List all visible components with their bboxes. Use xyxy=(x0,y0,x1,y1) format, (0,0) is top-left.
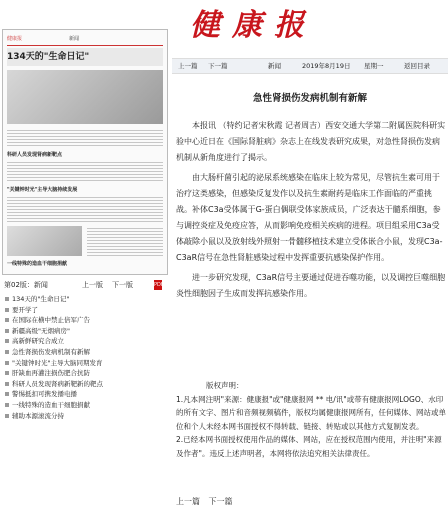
left-panel xyxy=(0,0,170,509)
site-logo: 健康报 xyxy=(190,8,316,43)
page-nav xyxy=(2,278,168,292)
article-body xyxy=(176,118,446,302)
article-paragraph: 本报讯 （特约记者宋秋霞 记者周吉）西安交通大学第二附属医院科研实验中心近日在《国际肾脏病》杂志上在线发表研究成果，对急性肾损伤发病机制从新角度进行了揭示。 xyxy=(176,121,446,162)
article-panel xyxy=(172,0,448,509)
copyright-notice xyxy=(176,379,446,460)
bottom-nav xyxy=(176,496,233,507)
list-item[interactable]: 134天的"生命日记" xyxy=(2,294,168,305)
list-item[interactable]: 要开学了 xyxy=(2,305,168,316)
prev-article-link[interactable]: 上一篇 xyxy=(178,62,198,70)
article-list xyxy=(2,294,168,421)
thumbnail-text xyxy=(7,195,163,223)
article-paragraph: 由大肠杆菌引起的泌尿系统感染在临床上较为常见，尽管抗生素可用于治疗这类感染，但感染反复发作以及抗生素耐药是临床工作面临的严重挑战。补体C3a受体属于G-蛋白偶联受体家族成员，广泛表达于髓系细胞，参与调控炎症及免疫应答，从而影响免疫相关疾病的进程。项目组采用C3a受体敲除小鼠以及放射线外照射一骨髓移植技术建立受体嵌合小鼠，发现C3a-C3aR信号在急性肾脏感染过程中发挥重要抗感染保护作用。 xyxy=(176,173,443,262)
list-item[interactable]: 警惕抵扣可携发播电播 xyxy=(2,389,168,400)
thumbnail-subhead[interactable]: "关键钟时光"主导大脑持续发展 xyxy=(7,187,78,193)
list-item[interactable]: 在国际在横中禁止倍军广告 xyxy=(2,315,168,326)
list-item[interactable]: 一线特殊的造血干细胞捐献 xyxy=(2,400,168,411)
thumbnail-text xyxy=(7,160,163,182)
list-item[interactable]: "关键钟时光"主导大脑同期发育 xyxy=(2,358,168,369)
article-paragraph: 进一步研究发现，C3aR信号主要通过促进吞噬功能，以及调控巨噬细胞炎性细胞因子生成而发挥抗感染作用。 xyxy=(176,273,446,298)
page-thumbnail[interactable] xyxy=(2,29,168,275)
next-article-link[interactable]: 下一篇 xyxy=(208,497,233,506)
section-name: 新闻 xyxy=(268,62,281,70)
next-article-link[interactable]: 下一篇 xyxy=(208,62,228,70)
prev-page-link[interactable]: 上一版 xyxy=(82,281,103,289)
prev-article-link[interactable]: 上一篇 xyxy=(176,497,200,506)
copyright-item: 2.已经本网书面授权使用作品的媒体、网站，应在授权范围内使用，并注明"来源及作者"。违反上述声明者，本网将依法追究相关法律责任。 xyxy=(176,435,442,458)
thumbnail-text xyxy=(7,128,163,148)
copyright-item: 1.凡本网注明"来源：健康报"或"健康报网 ** 电/讯"或带有健康报网LOGO、水印的所有文字、图片和音频视频稿件，版权均属健康报网所有，任何媒体、网站或单位和个人未经本网书面授权不得转载、链接、转贴或以其他方式复制发表。 xyxy=(176,394,446,431)
list-item[interactable]: 辅助本源滚流分持 xyxy=(2,411,168,422)
list-item[interactable]: 高新鲜研究合成立 xyxy=(2,336,168,347)
weekday: 星期一 xyxy=(364,62,384,70)
article-toolbar xyxy=(172,58,448,74)
thumbnail-text xyxy=(87,226,163,256)
list-item[interactable]: 科研人员发现肾病新靶新的靶点 xyxy=(2,379,168,390)
thumbnail-masthead: 健康报 新闻 xyxy=(7,33,163,46)
pdf-icon[interactable]: PDF xyxy=(154,282,164,288)
thumbnail-photo xyxy=(7,226,82,256)
list-item[interactable]: 新疆高级"无烟病房" xyxy=(2,326,168,337)
back-to-index-link[interactable]: 返回目录 xyxy=(404,62,430,70)
thumbnail-headline[interactable]: 134天的"生命日记" xyxy=(7,48,163,66)
article-title: 急性肾损伤发病机制有新解 xyxy=(252,93,367,104)
copyright-heading: 版权声明： xyxy=(206,381,244,390)
page-label: 第02版：新闻 xyxy=(4,281,48,289)
thumbnail-photo xyxy=(7,70,163,124)
issue-date: 2019年8月19日 xyxy=(302,62,351,70)
next-page-link[interactable]: 下一版 xyxy=(112,281,133,289)
thumbnail-subhead[interactable]: 科研人员发现肾病新靶点 xyxy=(7,152,63,158)
thumbnail-subhead[interactable]: 一线特殊的造血干细胞捐献 xyxy=(7,261,68,267)
list-item[interactable]: 肝缺血再灌注损伤肥合抗防 xyxy=(2,368,168,379)
list-item[interactable]: 急性肾损伤发病机制有新解 xyxy=(2,347,168,358)
